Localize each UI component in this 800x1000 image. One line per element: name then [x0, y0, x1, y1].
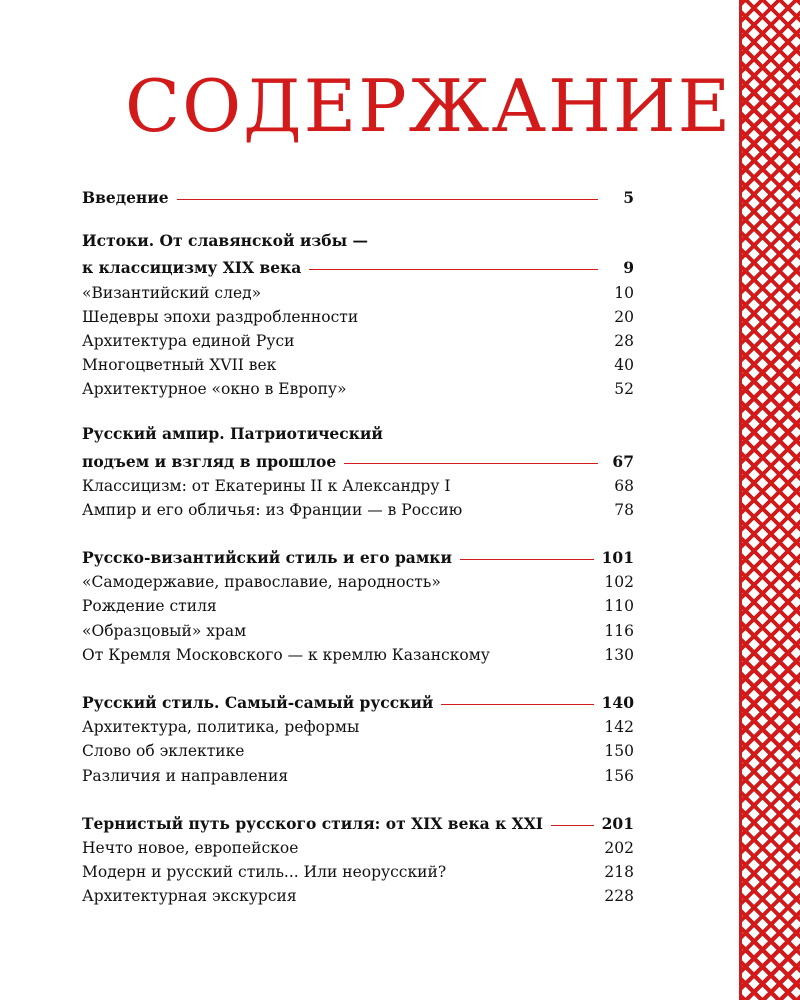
section-title-line: Истоки. От славянской избы — — [82, 231, 369, 251]
toc-entry[interactable] — [82, 712, 634, 736]
toc-entry[interactable] — [82, 302, 634, 326]
section-title-line: Русский ампир. Патриотический — [82, 424, 383, 444]
entry-title: Нечто новое, европейское — [82, 838, 299, 857]
page-number: 101 — [601, 548, 634, 568]
entry-title: Слово об эклектике — [82, 742, 245, 761]
section-entry[interactable] — [82, 253, 634, 277]
section-entry[interactable] — [82, 809, 634, 833]
toc-section — [82, 229, 634, 398]
entry-title: Архитектура единой Руси — [82, 331, 295, 350]
page-number: 67 — [612, 451, 634, 471]
entry-title: Различия и направления — [82, 766, 289, 785]
section-title: Введение — [82, 188, 169, 208]
leader-line — [460, 559, 594, 560]
page-title: СОДЕРЖАНИЕ — [125, 64, 733, 148]
section-title: Русско-византийский стиль и его рамки — [82, 548, 452, 568]
toc-entry[interactable] — [82, 471, 634, 495]
entry-title: Модерн и русский стиль... Или неорусский? — [82, 863, 447, 882]
page-number: 40 — [614, 356, 634, 375]
entry-title: От Кремля Московского — к кремлю Казанскому — [82, 645, 490, 664]
toc-entry[interactable] — [82, 833, 634, 857]
page-number: 150 — [604, 742, 634, 761]
entry-title: «Византийский след» — [82, 283, 262, 302]
page-number: 10 — [614, 283, 634, 302]
table-of-contents — [82, 183, 634, 929]
leader-line — [441, 704, 593, 705]
entry-title: Архитектурная экскурсия — [82, 887, 297, 906]
toc-entry[interactable] — [82, 591, 634, 615]
toc-section — [82, 422, 634, 519]
page-number: 202 — [604, 838, 634, 857]
entry-title: Многоцветный XVII век — [82, 356, 277, 375]
leader-line — [344, 463, 598, 464]
entry-title: Архитектура, политика, реформы — [82, 718, 360, 737]
toc-entry[interactable] — [82, 326, 634, 350]
entry-title: «Самодержавие, православие, народность» — [82, 573, 441, 592]
page-number: 20 — [614, 307, 634, 326]
page-number: 142 — [604, 718, 634, 737]
section-entry[interactable] — [82, 543, 634, 567]
toc-section — [82, 543, 634, 664]
toc-entry[interactable] — [82, 567, 634, 591]
page-number: 156 — [604, 766, 634, 785]
page-number: 52 — [614, 380, 634, 399]
toc-entry[interactable] — [82, 350, 634, 374]
toc-entry[interactable] — [82, 857, 634, 881]
page-number: 28 — [614, 331, 634, 350]
entry-title: Архитектурное «окно в Европу» — [82, 380, 347, 399]
toc-entry[interactable] — [82, 881, 634, 905]
section-title: Тернистый путь русского стиля: от XIX века к XXI — [82, 813, 543, 833]
page-number: 201 — [601, 813, 634, 833]
leader-line — [177, 199, 598, 200]
page-number: 140 — [601, 693, 634, 712]
section-entry[interactable] — [82, 446, 634, 470]
entry-title: «Образцовый» храм — [82, 621, 247, 640]
ornament-border — [739, 0, 800, 1000]
page-number: 110 — [604, 597, 634, 616]
toc-entry[interactable] — [82, 374, 634, 398]
page-number: 130 — [604, 645, 634, 664]
section-title: к классицизму XIX века — [82, 258, 302, 278]
page-number: 9 — [623, 258, 634, 278]
toc-entry[interactable] — [82, 760, 634, 784]
page-number: 116 — [604, 621, 634, 640]
toc-entry[interactable] — [82, 736, 634, 760]
toc-section — [82, 809, 634, 906]
section-title: Русский стиль. Самый-самый русский — [82, 693, 434, 712]
toc-entry[interactable] — [82, 640, 634, 664]
section-title: подъем и взгляд в прошлое — [82, 451, 337, 471]
page-number: 68 — [614, 476, 634, 495]
section-entry[interactable] — [82, 183, 634, 207]
toc-entry[interactable] — [82, 615, 634, 639]
page-number: 218 — [604, 863, 634, 882]
section-entry[interactable] — [82, 688, 634, 712]
leader-line — [551, 825, 594, 826]
leader-line — [309, 269, 598, 270]
entry-title: Классицизм: от Екатерины II к Александру I — [82, 476, 451, 495]
toc-entry[interactable] — [82, 277, 634, 301]
page-number: 5 — [623, 188, 634, 208]
toc-section — [82, 688, 634, 785]
entry-title: Шедевры эпохи раздробленности — [82, 307, 359, 326]
page-number: 102 — [604, 573, 634, 592]
page-number: 228 — [604, 887, 634, 906]
entry-title: Рождение стиля — [82, 597, 217, 616]
entry-title: Ампир и его обличья: из Франции — в Россию — [82, 500, 463, 519]
toc-entry[interactable] — [82, 495, 634, 519]
toc-section — [82, 183, 634, 207]
page-number: 78 — [614, 500, 634, 519]
